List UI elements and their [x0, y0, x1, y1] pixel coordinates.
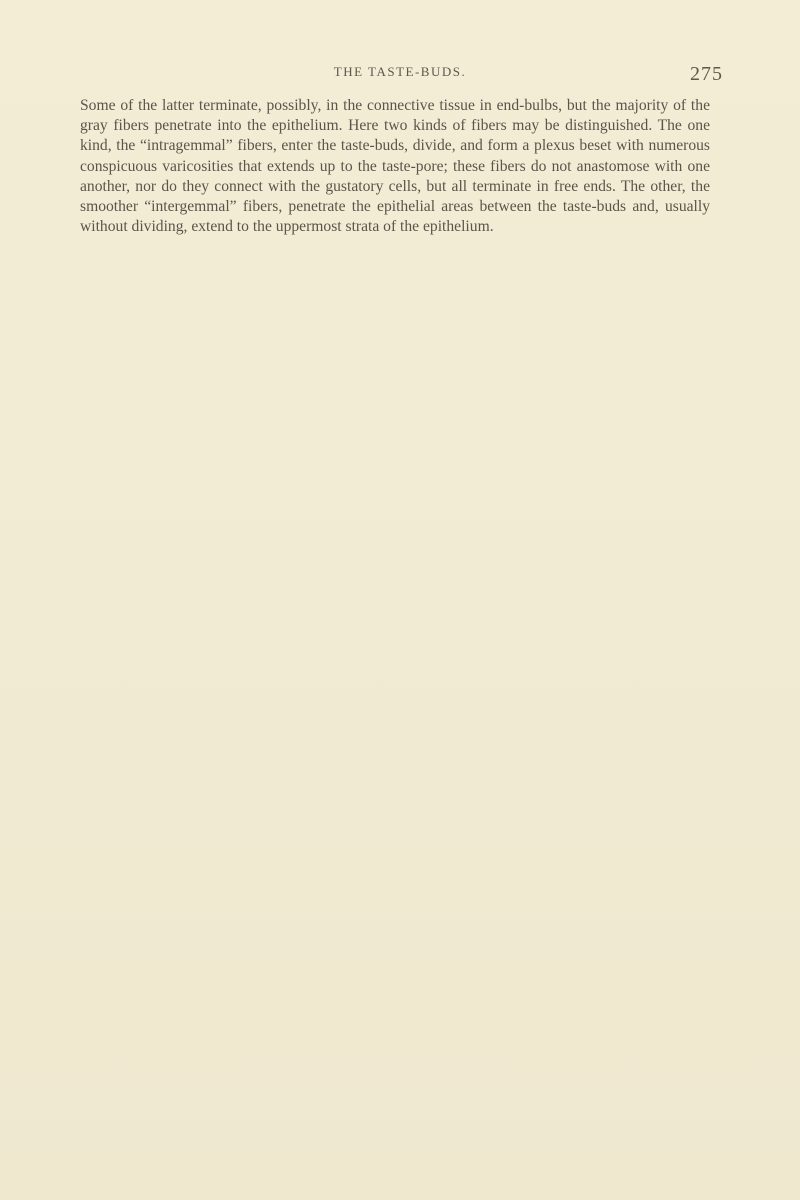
body-text — [80, 96, 710, 237]
running-head-title: THE TASTE-BUDS. — [333, 64, 467, 79]
body-paragraph: Some of the latter terminate, possibly, in the connective tissue in end-bulbs, but the majority of the gray fibers penetrate into the epithelium. Here two kinds of fibers may be distinguished. The one kind, the “intragemmal” fibers, enter the taste-buds, divide, and form a plexus beset with numerous conspicuous varicosities that extends up to the taste-pore; these fibers do not anastomose with one another, nor do they connect with the gustatory cells, but all terminate in free ends. The other, the smoother “intergemmal” fibers, penetrate the epithelial areas between the taste-buds and, usually without dividing, extend to the uppermost strata of the epithelium. — [80, 97, 710, 236]
page-number: 275 — [690, 63, 723, 85]
